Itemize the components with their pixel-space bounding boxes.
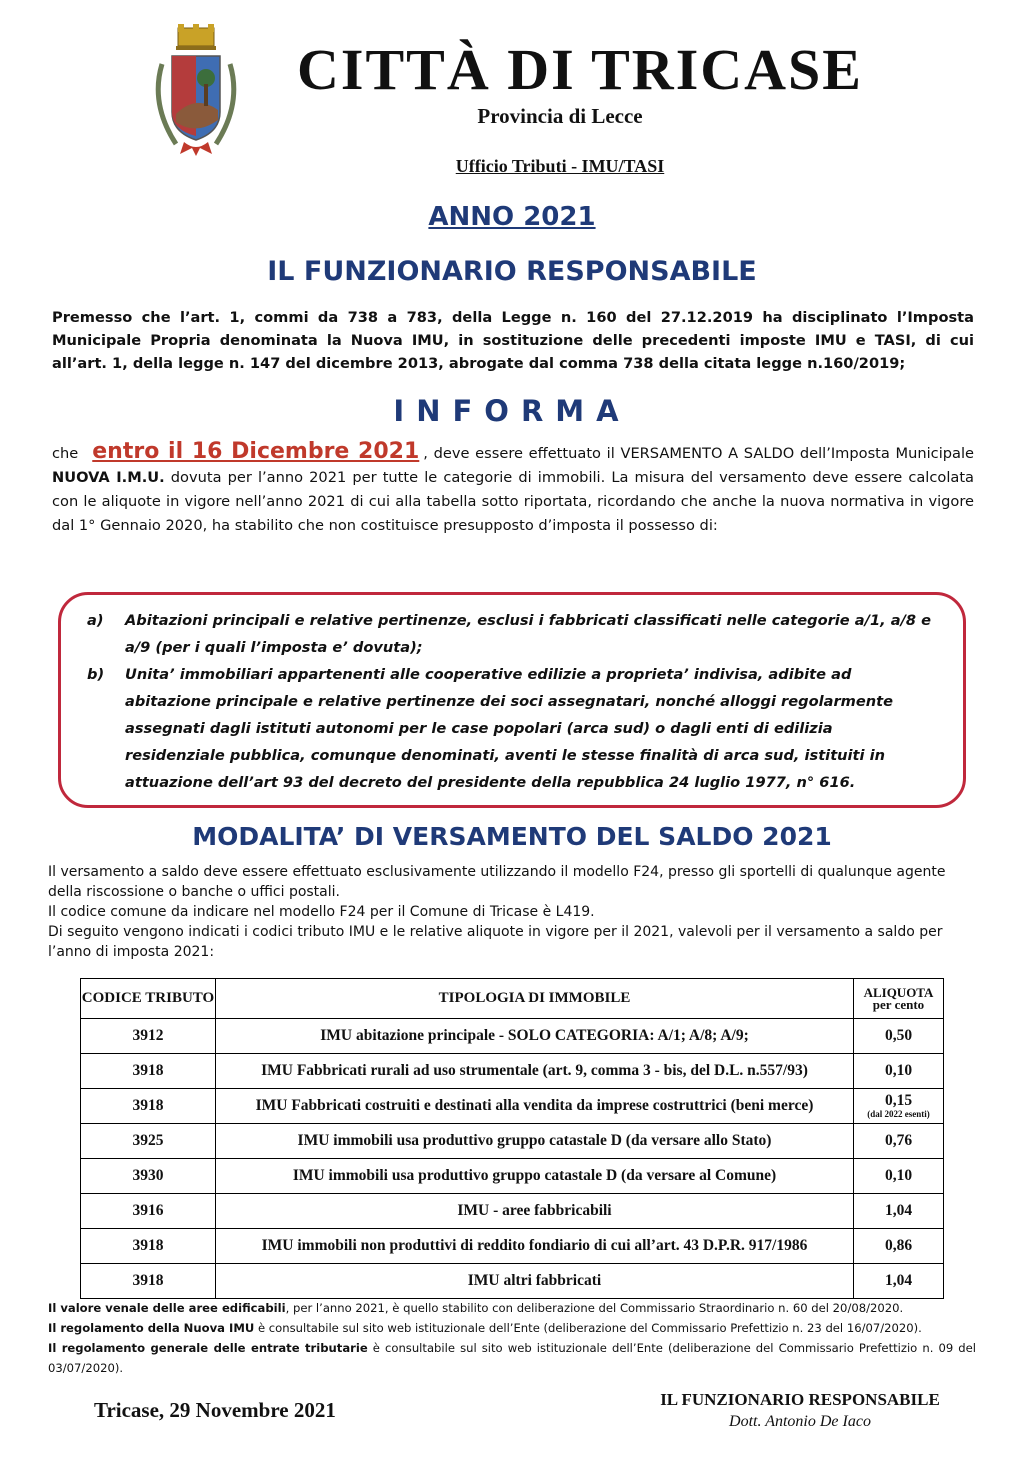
year-heading: ANNO 2021 — [428, 202, 596, 232]
footnote-bold: Il regolamento generale delle entrate tributarie — [48, 1341, 368, 1355]
signatory-name: Dott. Antonio De Iaco — [729, 1413, 871, 1430]
table-row — [81, 1054, 944, 1089]
header-rate-label: ALIQUOTA — [863, 985, 934, 1000]
rate-cell — [854, 1194, 944, 1229]
rate-cell — [854, 1019, 944, 1054]
property-type-cell: IMU altri fabbricati — [216, 1264, 854, 1299]
tax-codes-table — [80, 978, 944, 1299]
table-row — [81, 1229, 944, 1264]
header-code: CODICE TRIBUTO — [81, 979, 216, 1019]
payment-heading: MODALITA’ DI VERSAMENTO DEL SALDO 2021 — [192, 822, 832, 851]
header-type: TIPOLOGIA DI IMMOBILE — [216, 979, 854, 1019]
property-type-cell: IMU abitazione principale - SOLO CATEGORIA: A/1; A/8; A/9; — [216, 1019, 854, 1054]
informa-prefix: che — [52, 445, 79, 462]
payment-paragraph: Il versamento a saldo deve essere effettuato esclusivamente utilizzando il modello F24, presso gli sportelli di qualunque agente della riscossione o banche o uffici postali. — [48, 864, 946, 900]
footnote — [48, 1298, 976, 1318]
tax-code-cell: 3916 — [81, 1194, 216, 1229]
rate-cell — [854, 1124, 944, 1159]
rate-value: 0,10 — [884, 1167, 913, 1184]
property-type-cell: IMU immobili usa produttivo gruppo catastale D (da versare al Comune) — [216, 1159, 854, 1194]
rate-cell — [854, 1159, 944, 1194]
rate-cell — [854, 1054, 944, 1089]
rate-value: 0,15 — [884, 1092, 913, 1109]
tax-code-cell: 3918 — [81, 1089, 216, 1124]
footnote-text: è consultabile sul sito web istituzionale dell’Ente (deliberazione del Commissario Prefettizio n. 23 del 16/07/2020). — [254, 1321, 922, 1335]
property-type-cell: IMU Fabbricati costruiti e destinati alla vendita da imprese costruttrici (beni merce) — [216, 1089, 854, 1124]
property-type-cell: IMU - aree fabbricabili — [216, 1194, 854, 1229]
tax-code-cell: 3930 — [81, 1159, 216, 1194]
table-row — [81, 1019, 944, 1054]
signatory-role: IL FUNZIONARIO RESPONSABILE — [660, 1390, 940, 1409]
table-header-row — [81, 979, 944, 1019]
informa-heading: INFORMA — [393, 394, 631, 428]
footnote-text: , per l’anno 2021, è quello stabilito con deliberazione del Commissario Straordinario n. 60 del 20/08/2020. — [285, 1301, 904, 1315]
header-rate — [854, 979, 944, 1019]
tax-code-cell: 3912 — [81, 1019, 216, 1054]
tax-code-cell: 3918 — [81, 1229, 216, 1264]
rate-cell — [854, 1264, 944, 1299]
tax-code-cell: 3918 — [81, 1054, 216, 1089]
informa-paragraph — [52, 440, 974, 538]
payment-paragraph: Il codice comune da indicare nel modello F24 per il Comune di Tricase è L419. — [48, 904, 595, 920]
table-row — [81, 1194, 944, 1229]
town-crest-logo — [150, 24, 242, 160]
rate-cell — [854, 1229, 944, 1264]
informa-text-2: dovuta per l’anno 2021 per tutte le categorie di immobili. La misura del versamento deve essere calcolata con le aliquote in vigore nell’anno 2021 di cui alla tabella sotto riportata, ricordando che anche la nuova normativa in vigore dal 1° Gennaio 2020, ha stabilito che non costituisce presupposto d’imposta il possesso di: — [52, 469, 974, 534]
nuova-imu-label: NUOVA I.M.U. — [52, 469, 165, 486]
header-rate-sub: per cento — [872, 997, 925, 1012]
property-type-cell: IMU immobili usa produttivo gruppo catastale D (da versare allo Stato) — [216, 1124, 854, 1159]
table-row — [81, 1264, 944, 1299]
footnote — [48, 1318, 976, 1338]
footnote-bold: Il valore venale delle aree edificabili — [48, 1301, 286, 1315]
exemption-item — [87, 661, 937, 796]
table-row — [81, 1159, 944, 1194]
footnotes — [48, 1298, 976, 1378]
town-title: CITTÀ DI TRICASE — [297, 37, 863, 102]
rate-value: 0,10 — [884, 1062, 913, 1079]
rate-cell — [854, 1089, 944, 1124]
payment-instructions — [48, 862, 976, 962]
province-name: Provincia di Lecce — [477, 104, 643, 128]
place-date: Tricase, 29 Novembre 2021 — [94, 1398, 336, 1422]
property-type-cell: IMU Fabbricati rurali ad uso strumentale (art. 9, comma 3 - bis, del D.L. n.557/93) — [216, 1054, 854, 1089]
rate-value: 0,86 — [884, 1237, 913, 1254]
footnote-bold: Il regolamento della Nuova IMU — [48, 1321, 255, 1335]
informa-text-1: , deve essere effettuato il VERSAMENTO A SALDO dell’Imposta Municipale — [423, 445, 974, 462]
office-name: Ufficio Tributi - IMU/TASI — [455, 156, 665, 176]
responsible-heading: IL FUNZIONARIO RESPONSABILE — [267, 256, 757, 287]
property-type-cell: IMU immobili non produttivi di reddito fondiario di cui all’art. 43 D.P.R. 917/1986 — [216, 1229, 854, 1264]
exemption-item — [87, 607, 937, 661]
exemption-letter: b) — [87, 666, 105, 683]
table-row — [81, 1089, 944, 1124]
footnote-text: è consultabile sul sito web istituzionale dell’Ente (deliberazione del Commissario Prefettizio n. 09 del 03/07/2020). — [48, 1341, 976, 1375]
tax-code-cell: 3925 — [81, 1124, 216, 1159]
payment-paragraph: Di seguito vengono indicati i codici tributo IMU e le relative aliquote in vigore per il 2021, valevoli per il versamento a saldo per l’anno di imposta 2021: — [48, 924, 943, 960]
tax-code-cell: 3918 — [81, 1264, 216, 1299]
exemptions-box — [58, 592, 966, 808]
premise-paragraph: Premesso che l’art. 1, commi da 738 a 783, della Legge n. 160 del 27.12.2019 ha disciplinato l’Imposta Municipale Propria denominata la Nuova IMU, in sostituzione delle precedenti imposte IMU e TASI, di cui all’art. 1, della legge n. 147 del dicembre 2013, abrogate dal comma 738 della citata legge n.160/2019; — [52, 309, 974, 372]
rate-value: 1,04 — [884, 1202, 913, 1219]
exemption-letter: a) — [87, 612, 104, 629]
deadline-date: entro il 16 Dicembre 2021 — [92, 439, 420, 464]
rate-value: 0,50 — [884, 1027, 913, 1044]
exemption-text: Abitazioni principali e relative pertinenze, esclusi i fabbricati classificati nelle categorie a/1, a/8 e a/9 (per i quali l’imposta e’ dovuta); — [125, 612, 932, 656]
exemption-text: Unita’ immobiliari appartenenti alle cooperative edilizie a proprieta’ indivisa, adibite ad abitazione principale e relative pertinenze dei soci assegnatari, nonché alloggi regolarmente assegnati dagli istituti autonomi per le case popolari (arca sud) o dagli enti di edilizia residenziale pubblica, comunque denominati, aventi le stesse finalità di arca sud, istituiti in attuazione dell’art 93 del decreto del presidente della repubblica 24 luglio 1977, n° 616. — [125, 666, 894, 791]
rate-value: 1,04 — [884, 1272, 913, 1289]
footnote — [48, 1338, 976, 1378]
rate-value: 0,76 — [884, 1132, 913, 1149]
table-row — [81, 1124, 944, 1159]
rate-note: (dal 2022 esenti) — [867, 1109, 930, 1119]
